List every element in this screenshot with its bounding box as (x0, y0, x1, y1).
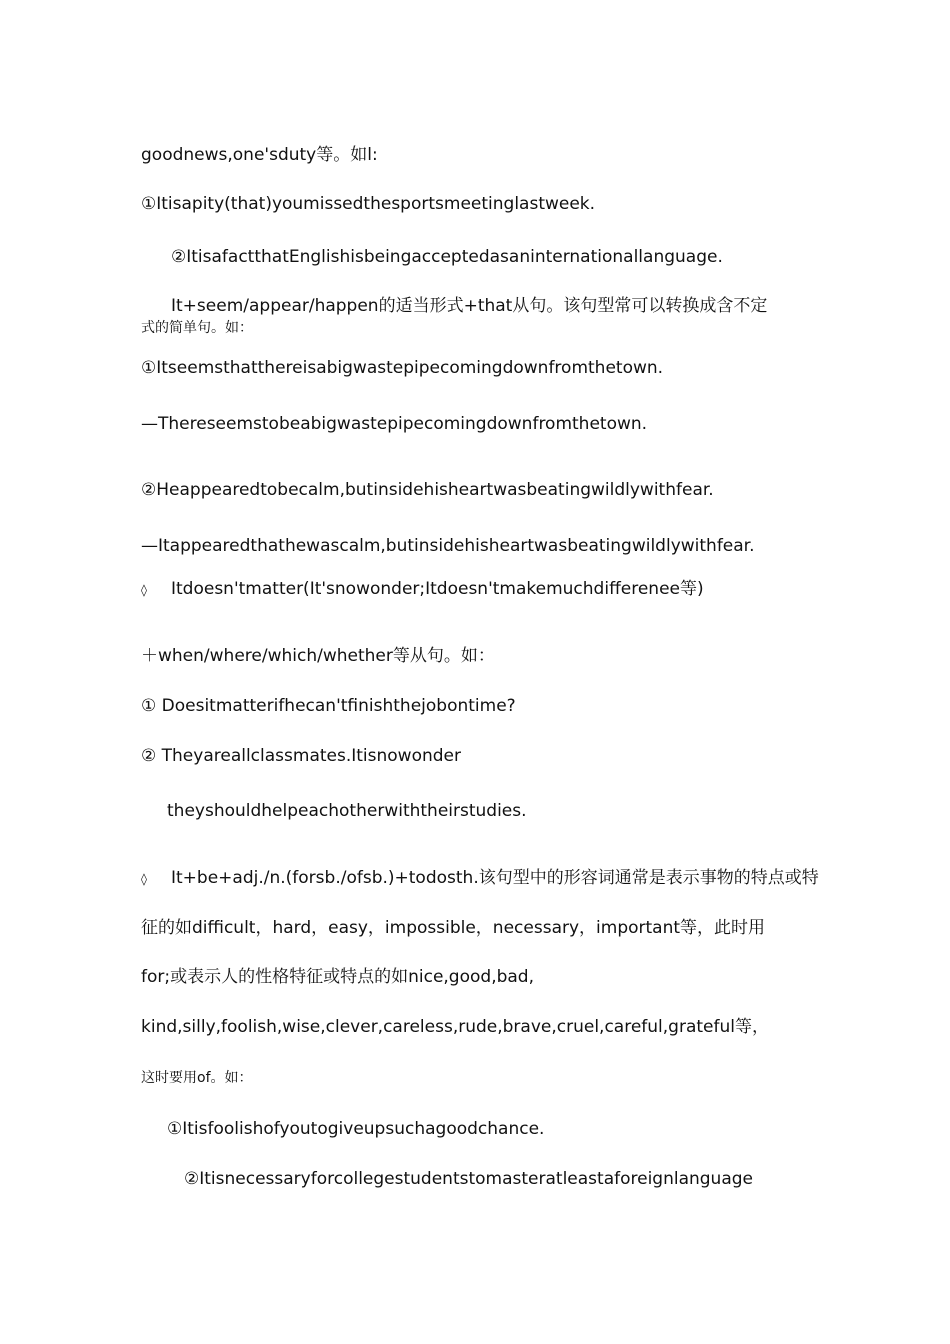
text-line-15: It+be+adj./n.(forsb./ofsb.)+todosth.该句型中的形容词通常是表示事物的特点或特 (171, 868, 819, 888)
text-line-21: ②Itisnecessaryforcollegestudentstomasteratleastaforeignlanguage (184, 1169, 754, 1189)
text-line-1: goodnews,one'sduty等。如l: (141, 145, 378, 165)
text-line-7: —Thereseemstobeabigwastepipecomingdownfromthetown. (141, 414, 648, 434)
text-line-16: 征的如difficult，hard，easy，impossible，necessary，important等，此时用 (141, 918, 766, 938)
text-line-17: for;或表示人的性格特征或特点的如nice,good,bad, (141, 967, 534, 987)
diamond-bullet-icon: ◊ (141, 583, 147, 597)
text-line-4: It+seem/appear/happen的适当形式+that从句。该句型常可以转换成含不定 (171, 296, 768, 316)
bullet-line-1 (141, 578, 704, 601)
text-line-2: ①Itisapity(that)youmissedthesportsmeetinglastweek. (141, 194, 596, 214)
text-line-3: ②ItisafactthatEnglishisbeingacceptedasaninternationallanguage. (171, 247, 723, 267)
text-line-14: theyshouldhelpeachotherwiththeirstudies. (167, 801, 527, 821)
text-line-18: kind,silly,foolish,wise,clever,careless,rude,brave,cruel,careful,grateful等， (141, 1017, 769, 1037)
text-line-6: ①Itseemsthatthereisabigwastepipecomingdownfromthetown. (141, 358, 664, 378)
text-line-10: Itdoesn'tmatter(It'snowonder;Itdoesn'tmakemuchdifferenee等) (171, 579, 704, 599)
text-line-19: 这时要用of。如： (141, 1070, 253, 1086)
text-line-20: ①Itisfoolishofyoutogiveupsuchagoodchance. (167, 1119, 545, 1139)
text-line-11: ＋when/where/which/whether等从句。如： (141, 646, 495, 666)
text-line-8: ②Heappearedtobecalm,butinsidehisheartwasbeatingwildlywithfear. (141, 480, 714, 500)
text-line-13: ② Theyareallclassmates.Itisnowonder (141, 746, 461, 766)
text-line-5: 式的简单句。如： (141, 320, 253, 336)
diamond-bullet-icon: ◊ (141, 872, 147, 886)
text-line-9: —Itappearedthathewascalm,butinsidehisheartwasbeatingwildlywithfear. (141, 536, 755, 556)
bullet-line-2 (141, 867, 819, 890)
text-line-12: ① Doesitmatterifhecan'tfinishthejobontime? (141, 696, 516, 716)
